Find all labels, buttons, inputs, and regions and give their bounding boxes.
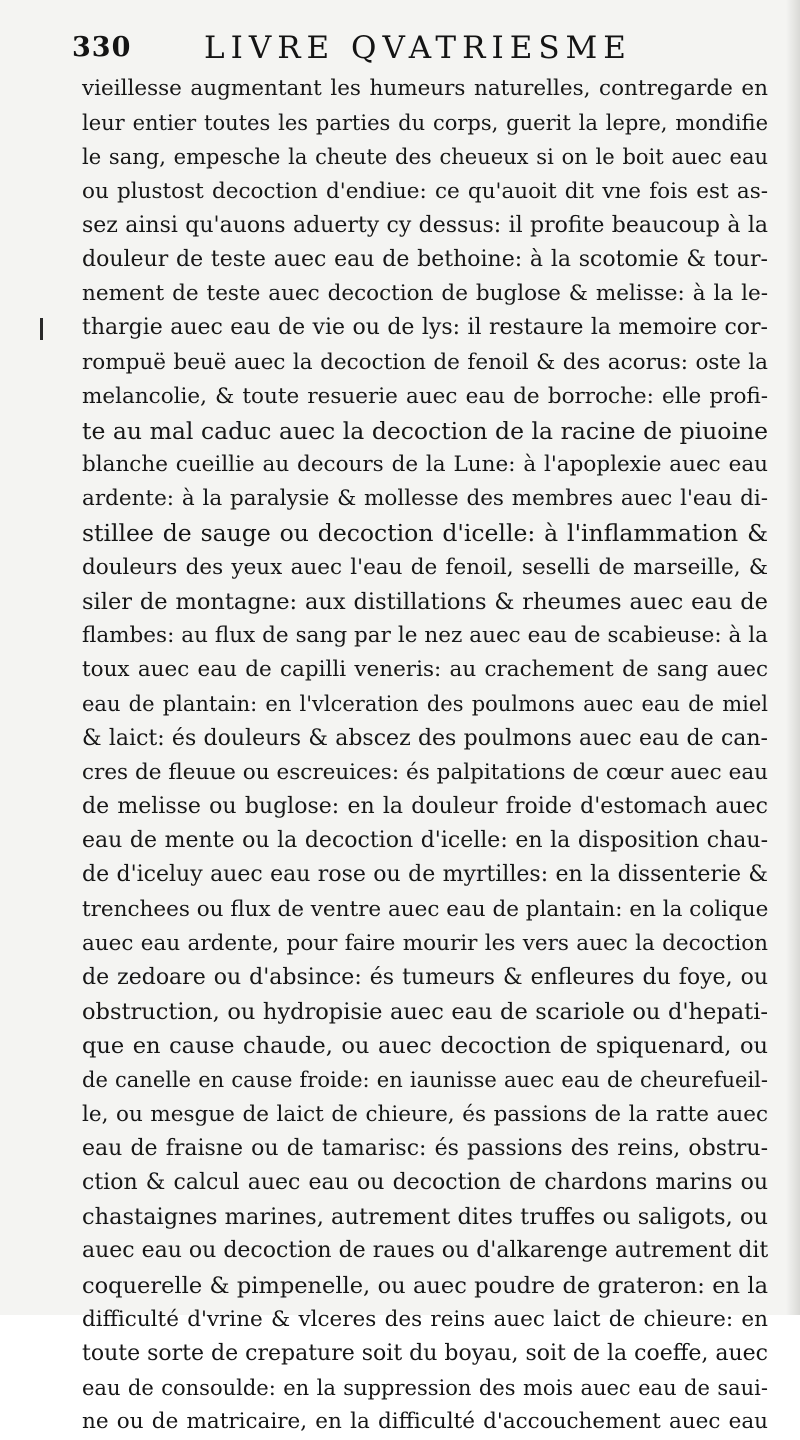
text-line: & laict: és douleurs & abscez des poulmons auec eau de can- <box>82 725 768 751</box>
text-line: ction & calcul auec eau ou decoction de chardons marins ou <box>82 1170 768 1195</box>
text-line: de melisse ou buglose: en la douleur froide d'estomach auec <box>82 793 768 819</box>
text-line: obstruction, ou hydropisie auec eau de scariole ou d'hepati- <box>82 999 768 1026</box>
text-line: toute sorte de crepature soit du boyau, soit de la coeffe, auec <box>82 1340 768 1366</box>
text-line: le, ou mesgue de laict de chieure, és passions de la ratte auec <box>82 1101 768 1127</box>
running-title: LIVRE QVATRIESME <box>204 30 632 66</box>
text-line: trenchees ou flux de ventre auec eau de plantain: en la colique <box>82 896 769 922</box>
text-line: eau de fraisne ou de tamarisc: és passions des reins, obstru- <box>82 1135 768 1161</box>
text-line: sez ainsi qu'auons aduerty cy dessus: il profite beaucoup à la <box>82 212 768 238</box>
text-line: eau de plantain: en l'vlceration des poulmons auec eau de miel <box>82 692 768 717</box>
text-line: coquerelle & pimpenelle, ou auec poudre de grateron: en la <box>82 1272 768 1299</box>
text-line: flambes: au flux de sang par le nez auec eau de scabieuse: à la <box>82 623 768 648</box>
text-line: difficulté d'vrine & vlceres des reins auec laict de chieure: en <box>82 1306 768 1332</box>
text-line: douleur de teste auec eau de bethoine: à la scotomie & tour- <box>82 246 768 272</box>
text-line: cres de fleuue ou escreuices: és palpitations de cœur auec eau <box>82 759 768 785</box>
text-line: melancolie, & toute resuerie auec eau de borroche: elle profi- <box>82 383 768 409</box>
text-line: toux auec eau de capilli veneris: au crachement de sang auec <box>82 657 768 683</box>
text-line: douleurs des yeux auec l'eau de fenoil, seselli de marseille, & <box>82 554 768 580</box>
text-line: rompuë beuë auec la decoction de fenoil & des acorus: oste la <box>82 349 768 375</box>
text-line: blanche cueillie au decours de la Lune: à l'apoplexie auec eau <box>82 452 768 478</box>
text-line: nement de teste auec decoction de buglose & melisse: à la le- <box>82 281 768 307</box>
text-line: auec eau ardente, pour faire mourir les vers auec la decoction <box>82 930 768 956</box>
text-line: ou plustost decoction d'endiue: ce qu'auoit dit vne fois est as- <box>82 178 768 204</box>
text-line: chastaignes marines, autrement dites truffes ou saligots, ou <box>82 1204 768 1231</box>
text-line: eau de mente ou la decoction d'icelle: en la disposition chau- <box>82 828 768 854</box>
text-line: que en cause chaude, ou auec decoction de spiquenard, ou <box>82 1033 768 1060</box>
text-line: siler de montagne: aux distillations & rheumes auec eau de <box>82 588 768 615</box>
text-line: auec eau ou decoction de raues ou d'alkarenge autrement dit <box>82 1238 769 1264</box>
text-line: vieillesse augmentant les humeurs naturelles, contregarde en <box>82 76 768 101</box>
text-line: ardente: à la paralysie & mollesse des membres auec l'eau di- <box>82 486 768 512</box>
text-line: de canelle en cause froide: en iaunisse auec eau de cheurefueil- <box>82 1068 768 1093</box>
text-line: ne ou de matricaire, en la difficulté d'accouchement auec eau <box>82 1409 768 1435</box>
text-line: stillee de sauge ou decoction d'icelle: à l'inflammation & <box>82 519 768 548</box>
body-text <box>82 72 768 1440</box>
text-line: eau de consoulde: en la suppression des mois auec eau de saui- <box>82 1376 768 1401</box>
text-line: te au mal caduc auec la decoction de la racine de piuoine <box>82 416 768 445</box>
page-number: 330 <box>72 32 132 63</box>
text-line: le sang, empesche la cheute des cheueux si on le boit auec eau <box>82 145 768 170</box>
text-line: de zedoare ou d'absince: és tumeurs & enfleures du foye, ou <box>82 964 768 990</box>
text-line: thargie auec eau de vie ou de lys: il restaure la memoire cor- <box>82 315 768 341</box>
margin-mark <box>40 318 43 340</box>
text-line: de d'iceluy auec eau rose ou de myrtilles: en la dissenterie & <box>82 862 768 888</box>
text-line: leur entier toutes les parties du corps, guerit la lepre, mondifie <box>82 111 768 136</box>
page-header <box>72 28 772 68</box>
page-edge-shadow <box>786 0 800 1315</box>
